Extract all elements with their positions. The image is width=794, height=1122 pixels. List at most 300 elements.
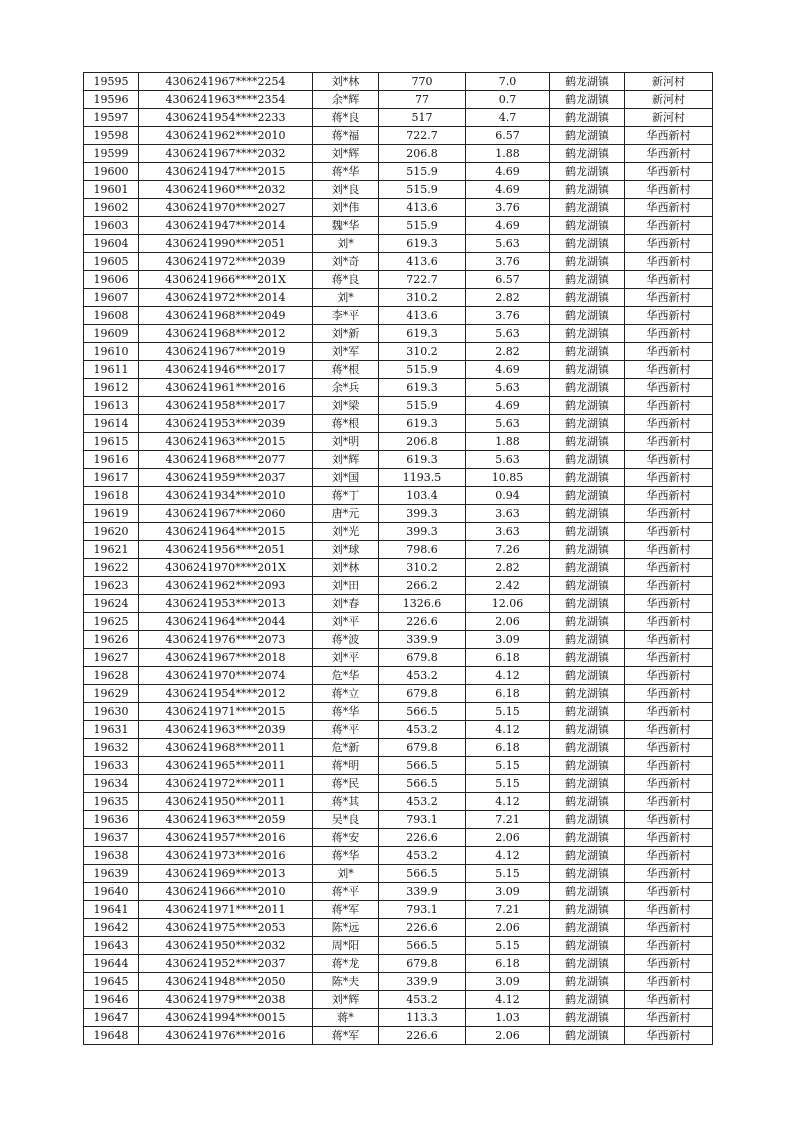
- row-number-cell: 19620: [84, 523, 139, 541]
- person-name-cell: 刘*辉: [313, 991, 379, 1009]
- id-number-cell: 4306241970****2027: [139, 199, 313, 217]
- area-cell: 4.7: [466, 109, 550, 127]
- amount-cell: 413.6: [379, 199, 466, 217]
- village-cell: 华西新村: [625, 919, 713, 937]
- row-number-cell: 19610: [84, 343, 139, 361]
- id-number-cell: 4306241961****2016: [139, 379, 313, 397]
- table-row: [84, 1027, 713, 1045]
- row-number-cell: 19603: [84, 217, 139, 235]
- person-name-cell: 刘*: [313, 289, 379, 307]
- amount-cell: 310.2: [379, 559, 466, 577]
- amount-cell: 770: [379, 73, 466, 91]
- village-cell: 华西新村: [625, 289, 713, 307]
- id-number-cell: 4306241947****2014: [139, 217, 313, 235]
- person-name-cell: 刘*光: [313, 523, 379, 541]
- table-row: [84, 901, 713, 919]
- area-cell: 4.12: [466, 793, 550, 811]
- table-row: [84, 847, 713, 865]
- person-name-cell: 蒋*华: [313, 703, 379, 721]
- amount-cell: 566.5: [379, 865, 466, 883]
- township-cell: 鹤龙湖镇: [550, 163, 625, 181]
- village-cell: 华西新村: [625, 811, 713, 829]
- township-cell: 鹤龙湖镇: [550, 829, 625, 847]
- area-cell: 3.76: [466, 307, 550, 325]
- village-cell: 新河村: [625, 109, 713, 127]
- person-name-cell: 唐*元: [313, 505, 379, 523]
- amount-cell: 77: [379, 91, 466, 109]
- village-cell: 新河村: [625, 91, 713, 109]
- table-row: [84, 757, 713, 775]
- id-number-cell: 4306241960****2032: [139, 181, 313, 199]
- row-number-cell: 19624: [84, 595, 139, 613]
- village-cell: 华西新村: [625, 199, 713, 217]
- row-number-cell: 19615: [84, 433, 139, 451]
- village-cell: 华西新村: [625, 577, 713, 595]
- id-number-cell: 4306241950****2011: [139, 793, 313, 811]
- area-cell: 4.12: [466, 991, 550, 1009]
- person-name-cell: 刘*辉: [313, 145, 379, 163]
- amount-cell: 206.8: [379, 145, 466, 163]
- row-number-cell: 19618: [84, 487, 139, 505]
- area-cell: 7.21: [466, 811, 550, 829]
- row-number-cell: 19643: [84, 937, 139, 955]
- row-number-cell: 19642: [84, 919, 139, 937]
- table-row: [84, 145, 713, 163]
- township-cell: 鹤龙湖镇: [550, 469, 625, 487]
- table-row: [84, 739, 713, 757]
- village-cell: 华西新村: [625, 703, 713, 721]
- village-cell: 华西新村: [625, 1027, 713, 1045]
- id-number-cell: 4306241966****201X: [139, 271, 313, 289]
- row-number-cell: 19605: [84, 253, 139, 271]
- row-number-cell: 19614: [84, 415, 139, 433]
- row-number-cell: 19621: [84, 541, 139, 559]
- amount-cell: 515.9: [379, 181, 466, 199]
- village-cell: 华西新村: [625, 901, 713, 919]
- person-name-cell: 陈*夫: [313, 973, 379, 991]
- amount-cell: 453.2: [379, 793, 466, 811]
- id-number-cell: 4306241994****0015: [139, 1009, 313, 1027]
- amount-cell: 515.9: [379, 397, 466, 415]
- id-number-cell: 4306241962****2093: [139, 577, 313, 595]
- id-number-cell: 4306241976****2073: [139, 631, 313, 649]
- township-cell: 鹤龙湖镇: [550, 559, 625, 577]
- amount-cell: 517: [379, 109, 466, 127]
- person-name-cell: 刘*军: [313, 343, 379, 361]
- village-cell: 华西新村: [625, 235, 713, 253]
- village-cell: 华西新村: [625, 991, 713, 1009]
- amount-cell: 453.2: [379, 721, 466, 739]
- person-name-cell: 蒋*华: [313, 163, 379, 181]
- person-name-cell: 蒋*平: [313, 721, 379, 739]
- village-cell: 华西新村: [625, 217, 713, 235]
- area-cell: 10.85: [466, 469, 550, 487]
- row-number-cell: 19609: [84, 325, 139, 343]
- township-cell: 鹤龙湖镇: [550, 739, 625, 757]
- id-number-cell: 4306241975****2053: [139, 919, 313, 937]
- village-cell: 华西新村: [625, 307, 713, 325]
- township-cell: 鹤龙湖镇: [550, 379, 625, 397]
- id-number-cell: 4306241964****2044: [139, 613, 313, 631]
- amount-cell: 679.8: [379, 739, 466, 757]
- township-cell: 鹤龙湖镇: [550, 991, 625, 1009]
- table-row: [84, 127, 713, 145]
- amount-cell: 206.8: [379, 433, 466, 451]
- person-name-cell: 蒋*军: [313, 901, 379, 919]
- area-cell: 0.94: [466, 487, 550, 505]
- id-number-cell: 4306241970****2074: [139, 667, 313, 685]
- id-number-cell: 4306241946****2017: [139, 361, 313, 379]
- village-cell: 华西新村: [625, 397, 713, 415]
- table-row: [84, 505, 713, 523]
- table-row: [84, 577, 713, 595]
- township-cell: 鹤龙湖镇: [550, 217, 625, 235]
- village-cell: 华西新村: [625, 505, 713, 523]
- amount-cell: 515.9: [379, 163, 466, 181]
- person-name-cell: 刘*明: [313, 433, 379, 451]
- row-number-cell: 19596: [84, 91, 139, 109]
- area-cell: 6.18: [466, 739, 550, 757]
- id-number-cell: 4306241972****2011: [139, 775, 313, 793]
- person-name-cell: 蒋*立: [313, 685, 379, 703]
- person-name-cell: 蒋*根: [313, 415, 379, 433]
- id-number-cell: 4306241956****2051: [139, 541, 313, 559]
- id-number-cell: 4306241968****2011: [139, 739, 313, 757]
- row-number-cell: 19602: [84, 199, 139, 217]
- person-name-cell: 蒋*华: [313, 847, 379, 865]
- township-cell: 鹤龙湖镇: [550, 919, 625, 937]
- area-cell: 2.06: [466, 829, 550, 847]
- township-cell: 鹤龙湖镇: [550, 667, 625, 685]
- amount-cell: 566.5: [379, 937, 466, 955]
- table-row: [84, 271, 713, 289]
- table-row: [84, 937, 713, 955]
- table-row: [84, 775, 713, 793]
- village-cell: 华西新村: [625, 1009, 713, 1027]
- person-name-cell: 蒋*: [313, 1009, 379, 1027]
- row-number-cell: 19599: [84, 145, 139, 163]
- row-number-cell: 19604: [84, 235, 139, 253]
- id-number-cell: 4306241950****2032: [139, 937, 313, 955]
- id-number-cell: 4306241934****2010: [139, 487, 313, 505]
- id-number-cell: 4306241953****2013: [139, 595, 313, 613]
- id-number-cell: 4306241948****2050: [139, 973, 313, 991]
- area-cell: 6.18: [466, 955, 550, 973]
- person-name-cell: 刘*平: [313, 649, 379, 667]
- area-cell: 5.63: [466, 379, 550, 397]
- row-number-cell: 19636: [84, 811, 139, 829]
- amount-cell: 413.6: [379, 253, 466, 271]
- township-cell: 鹤龙湖镇: [550, 343, 625, 361]
- township-cell: 鹤龙湖镇: [550, 901, 625, 919]
- id-number-cell: 4306241972****2014: [139, 289, 313, 307]
- area-cell: 5.15: [466, 757, 550, 775]
- village-cell: 华西新村: [625, 127, 713, 145]
- table-row: [84, 811, 713, 829]
- village-cell: 华西新村: [625, 451, 713, 469]
- person-name-cell: 刘*奇: [313, 253, 379, 271]
- row-number-cell: 19639: [84, 865, 139, 883]
- village-cell: 华西新村: [625, 667, 713, 685]
- amount-cell: 679.8: [379, 685, 466, 703]
- id-number-cell: 4306241968****2049: [139, 307, 313, 325]
- row-number-cell: 19647: [84, 1009, 139, 1027]
- township-cell: 鹤龙湖镇: [550, 451, 625, 469]
- table-row: [84, 991, 713, 1009]
- id-number-cell: 4306241972****2039: [139, 253, 313, 271]
- table-row: [84, 433, 713, 451]
- area-cell: 2.06: [466, 613, 550, 631]
- id-number-cell: 4306241976****2016: [139, 1027, 313, 1045]
- area-cell: 1.03: [466, 1009, 550, 1027]
- amount-cell: 798.6: [379, 541, 466, 559]
- person-name-cell: 刘*国: [313, 469, 379, 487]
- village-cell: 华西新村: [625, 361, 713, 379]
- township-cell: 鹤龙湖镇: [550, 577, 625, 595]
- table-row: [84, 217, 713, 235]
- township-cell: 鹤龙湖镇: [550, 199, 625, 217]
- id-number-cell: 4306241966****2010: [139, 883, 313, 901]
- table-row: [84, 487, 713, 505]
- amount-cell: 619.3: [379, 325, 466, 343]
- person-name-cell: 蒋*良: [313, 109, 379, 127]
- row-number-cell: 19634: [84, 775, 139, 793]
- row-number-cell: 19617: [84, 469, 139, 487]
- person-name-cell: 李*平: [313, 307, 379, 325]
- person-name-cell: 刘*伟: [313, 199, 379, 217]
- id-number-cell: 4306241967****2019: [139, 343, 313, 361]
- village-cell: 华西新村: [625, 739, 713, 757]
- table-row: [84, 325, 713, 343]
- amount-cell: 722.7: [379, 271, 466, 289]
- area-cell: 1.88: [466, 433, 550, 451]
- village-cell: 华西新村: [625, 793, 713, 811]
- row-number-cell: 19608: [84, 307, 139, 325]
- row-number-cell: 19600: [84, 163, 139, 181]
- area-cell: 2.82: [466, 289, 550, 307]
- row-number-cell: 19637: [84, 829, 139, 847]
- amount-cell: 679.8: [379, 955, 466, 973]
- amount-cell: 515.9: [379, 361, 466, 379]
- row-number-cell: 19626: [84, 631, 139, 649]
- id-number-cell: 4306241953****2039: [139, 415, 313, 433]
- person-name-cell: 刘*平: [313, 613, 379, 631]
- id-number-cell: 4306241968****2012: [139, 325, 313, 343]
- area-cell: 4.69: [466, 181, 550, 199]
- village-cell: 华西新村: [625, 379, 713, 397]
- row-number-cell: 19630: [84, 703, 139, 721]
- amount-cell: 515.9: [379, 217, 466, 235]
- person-name-cell: 蒋*丁: [313, 487, 379, 505]
- township-cell: 鹤龙湖镇: [550, 685, 625, 703]
- table-row: [84, 289, 713, 307]
- area-cell: 4.69: [466, 217, 550, 235]
- id-number-cell: 4306241965****2011: [139, 757, 313, 775]
- area-cell: 4.12: [466, 667, 550, 685]
- township-cell: 鹤龙湖镇: [550, 109, 625, 127]
- village-cell: 华西新村: [625, 595, 713, 613]
- village-cell: 华西新村: [625, 163, 713, 181]
- row-number-cell: 19629: [84, 685, 139, 703]
- area-cell: 3.09: [466, 883, 550, 901]
- village-cell: 华西新村: [625, 685, 713, 703]
- area-cell: 7.0: [466, 73, 550, 91]
- person-name-cell: 刘*: [313, 865, 379, 883]
- person-name-cell: 刘*良: [313, 181, 379, 199]
- township-cell: 鹤龙湖镇: [550, 487, 625, 505]
- village-cell: 华西新村: [625, 613, 713, 631]
- row-number-cell: 19611: [84, 361, 139, 379]
- row-number-cell: 19625: [84, 613, 139, 631]
- village-cell: 华西新村: [625, 523, 713, 541]
- table-row: [84, 865, 713, 883]
- township-cell: 鹤龙湖镇: [550, 271, 625, 289]
- township-cell: 鹤龙湖镇: [550, 811, 625, 829]
- table-row: [84, 163, 713, 181]
- table-row: [84, 613, 713, 631]
- township-cell: 鹤龙湖镇: [550, 793, 625, 811]
- table-row: [84, 631, 713, 649]
- person-name-cell: 刘*田: [313, 577, 379, 595]
- area-cell: 5.63: [466, 325, 550, 343]
- area-cell: 5.15: [466, 703, 550, 721]
- id-number-cell: 4306241979****2038: [139, 991, 313, 1009]
- person-name-cell: 刘*球: [313, 541, 379, 559]
- amount-cell: 226.6: [379, 1027, 466, 1045]
- row-number-cell: 19595: [84, 73, 139, 91]
- table-row: [84, 361, 713, 379]
- row-number-cell: 19644: [84, 955, 139, 973]
- id-number-cell: 4306241967****2032: [139, 145, 313, 163]
- person-name-cell: 余*辉: [313, 91, 379, 109]
- village-cell: 华西新村: [625, 721, 713, 739]
- table-row: [84, 91, 713, 109]
- township-cell: 鹤龙湖镇: [550, 289, 625, 307]
- township-cell: 鹤龙湖镇: [550, 937, 625, 955]
- id-number-cell: 4306241968****2077: [139, 451, 313, 469]
- township-cell: 鹤龙湖镇: [550, 433, 625, 451]
- row-number-cell: 19616: [84, 451, 139, 469]
- row-number-cell: 19623: [84, 577, 139, 595]
- person-name-cell: 蒋*其: [313, 793, 379, 811]
- amount-cell: 339.9: [379, 631, 466, 649]
- township-cell: 鹤龙湖镇: [550, 847, 625, 865]
- amount-cell: 619.3: [379, 451, 466, 469]
- village-cell: 华西新村: [625, 181, 713, 199]
- table-row: [84, 829, 713, 847]
- amount-cell: 399.3: [379, 505, 466, 523]
- person-name-cell: 蒋*福: [313, 127, 379, 145]
- village-cell: 华西新村: [625, 487, 713, 505]
- id-number-cell: 4306241971****2011: [139, 901, 313, 919]
- person-name-cell: 蒋*民: [313, 775, 379, 793]
- amount-cell: 339.9: [379, 973, 466, 991]
- person-name-cell: 刘*辉: [313, 451, 379, 469]
- table-row: [84, 379, 713, 397]
- person-name-cell: 刘*新: [313, 325, 379, 343]
- area-cell: 7.26: [466, 541, 550, 559]
- amount-cell: 310.2: [379, 343, 466, 361]
- village-cell: 华西新村: [625, 955, 713, 973]
- township-cell: 鹤龙湖镇: [550, 649, 625, 667]
- table-row: [84, 73, 713, 91]
- person-name-cell: 蒋*平: [313, 883, 379, 901]
- row-number-cell: 19612: [84, 379, 139, 397]
- row-number-cell: 19619: [84, 505, 139, 523]
- amount-cell: 310.2: [379, 289, 466, 307]
- id-number-cell: 4306241963****2354: [139, 91, 313, 109]
- township-cell: 鹤龙湖镇: [550, 541, 625, 559]
- table-row: [84, 415, 713, 433]
- table-row: [84, 793, 713, 811]
- table-row: [84, 1009, 713, 1027]
- table-row: [84, 199, 713, 217]
- township-cell: 鹤龙湖镇: [550, 91, 625, 109]
- township-cell: 鹤龙湖镇: [550, 361, 625, 379]
- id-number-cell: 4306241957****2016: [139, 829, 313, 847]
- village-cell: 华西新村: [625, 271, 713, 289]
- township-cell: 鹤龙湖镇: [550, 721, 625, 739]
- table-row: [84, 721, 713, 739]
- area-cell: 3.09: [466, 973, 550, 991]
- id-number-cell: 4306241971****2015: [139, 703, 313, 721]
- area-cell: 6.57: [466, 271, 550, 289]
- person-name-cell: 危*新: [313, 739, 379, 757]
- person-name-cell: 刘*梁: [313, 397, 379, 415]
- amount-cell: 339.9: [379, 883, 466, 901]
- village-cell: 华西新村: [625, 559, 713, 577]
- amount-cell: 1326.6: [379, 595, 466, 613]
- village-cell: 华西新村: [625, 325, 713, 343]
- village-cell: 华西新村: [625, 757, 713, 775]
- table-row: [84, 235, 713, 253]
- person-name-cell: 蒋*明: [313, 757, 379, 775]
- row-number-cell: 19601: [84, 181, 139, 199]
- person-name-cell: 周*阳: [313, 937, 379, 955]
- area-cell: 2.82: [466, 343, 550, 361]
- id-number-cell: 4306241967****2018: [139, 649, 313, 667]
- records-table: [83, 72, 713, 1045]
- table-row: [84, 181, 713, 199]
- township-cell: 鹤龙湖镇: [550, 955, 625, 973]
- township-cell: 鹤龙湖镇: [550, 775, 625, 793]
- township-cell: 鹤龙湖镇: [550, 865, 625, 883]
- amount-cell: 399.3: [379, 523, 466, 541]
- table-row: [84, 703, 713, 721]
- person-name-cell: 刘*: [313, 235, 379, 253]
- township-cell: 鹤龙湖镇: [550, 1027, 625, 1045]
- township-cell: 鹤龙湖镇: [550, 523, 625, 541]
- township-cell: 鹤龙湖镇: [550, 631, 625, 649]
- area-cell: 4.12: [466, 721, 550, 739]
- township-cell: 鹤龙湖镇: [550, 415, 625, 433]
- village-cell: 华西新村: [625, 145, 713, 163]
- village-cell: 华西新村: [625, 649, 713, 667]
- id-number-cell: 4306241967****2254: [139, 73, 313, 91]
- table-row: [84, 883, 713, 901]
- records-table-body: [84, 73, 713, 1045]
- area-cell: 5.63: [466, 235, 550, 253]
- row-number-cell: 19598: [84, 127, 139, 145]
- person-name-cell: 蒋*安: [313, 829, 379, 847]
- area-cell: 5.15: [466, 937, 550, 955]
- village-cell: 华西新村: [625, 829, 713, 847]
- village-cell: 华西新村: [625, 631, 713, 649]
- amount-cell: 413.6: [379, 307, 466, 325]
- village-cell: 华西新村: [625, 433, 713, 451]
- township-cell: 鹤龙湖镇: [550, 253, 625, 271]
- person-name-cell: 蒋*军: [313, 1027, 379, 1045]
